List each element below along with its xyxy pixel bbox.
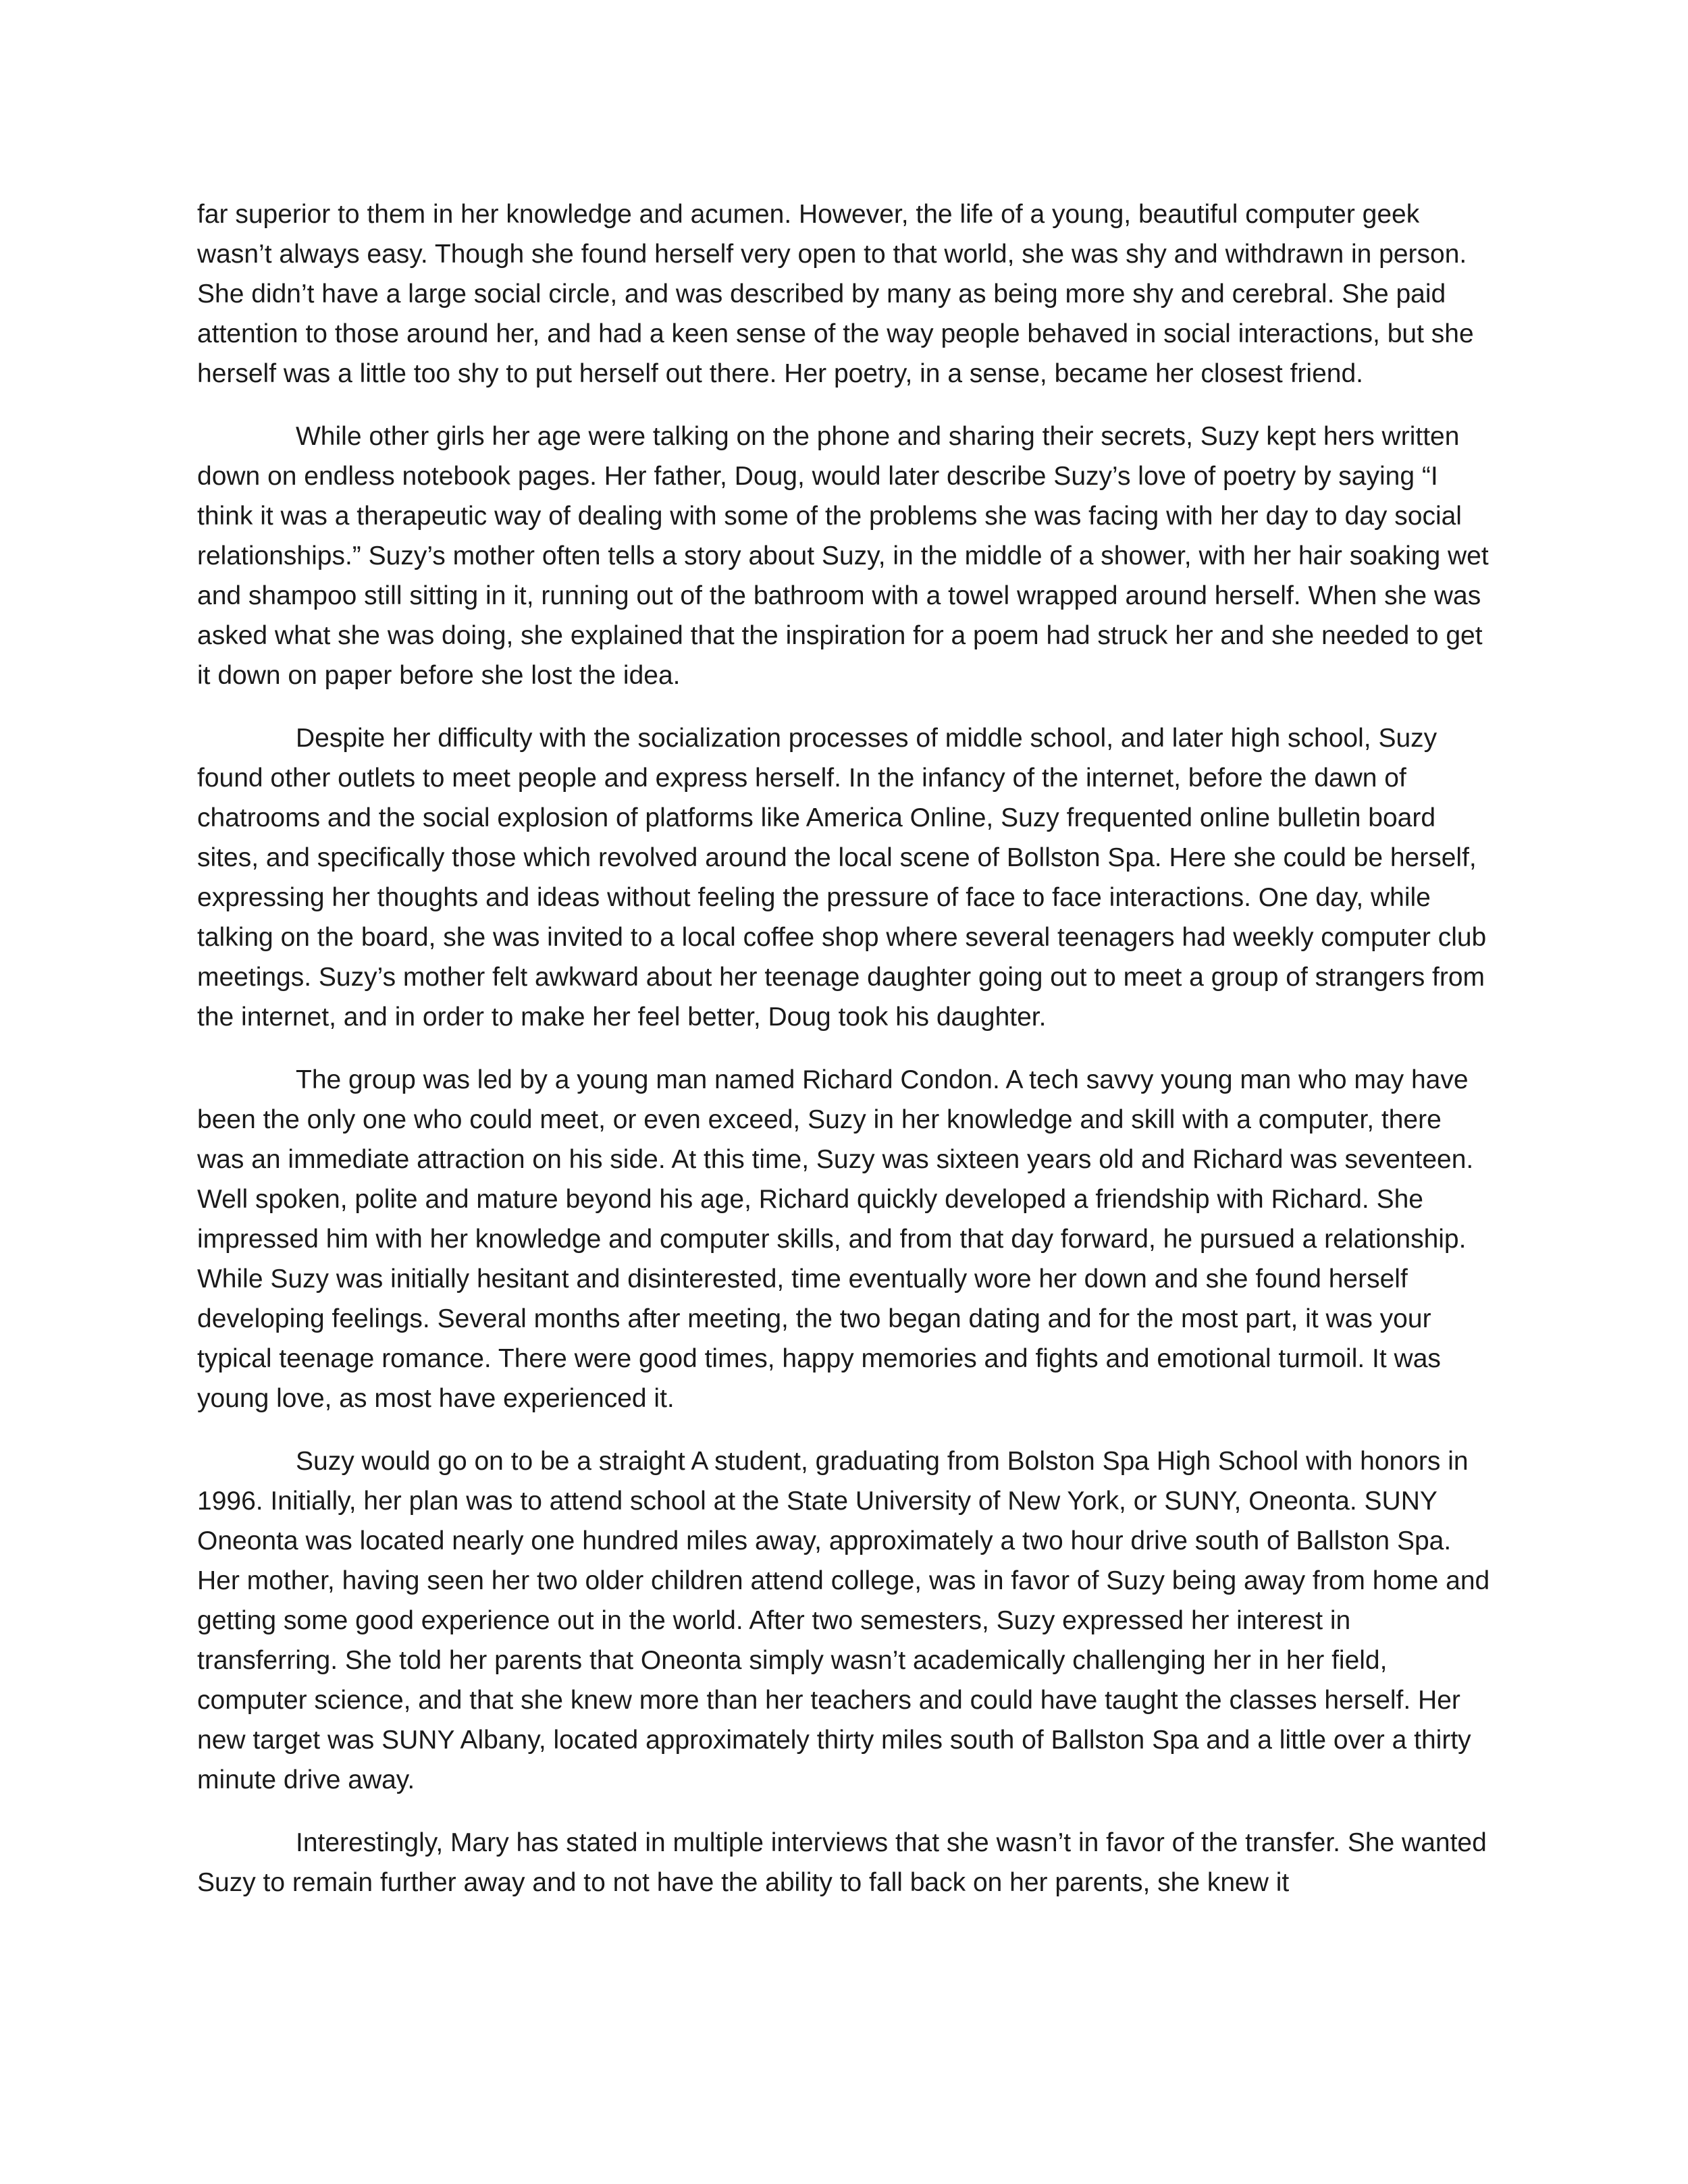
paragraph-4: The group was led by a young man named Richard Condon. A tech savvy young man who may have been the only one who could meet, or even exceed, Suzy in her knowledge and skill with a computer, there was an immediate attraction on his side. At this time, Suzy was sixteen years old and Richard was seventeen. Well spoken, polite and mature beyond his age, Richard quickly developed a friendship with Richard. She impressed him with her knowledge and computer skills, and from that day forward, he pursued a relationship. While Suzy was initially hesitant and disinterested, time eventually wore her down and she found herself developing feelings. Several months after meeting, the two began dating and for the most part, it was your typical teenage romance. There were good times, happy memories and fights and emotional turmoil. It was young love, as most have experienced it. xyxy=(197,1065,1474,1413)
paragraph-3: Despite her difficulty with the socialization processes of middle school, and later high school, Suzy found other outlets to meet people and express herself. In the infancy of the internet, before the dawn of chatrooms and the social explosion of platforms like America Online, Suzy frequented online bulletin board sites, and specifically those which revolved around the local scene of Bollston Spa. Here she could be herself, expressing her thoughts and ideas without feeling the pressure of face to face interactions. One day, while talking on the board, she was invited to a local coffee shop where several teenagers had weekly computer club meetings. Suzy’s mother felt awkward about her teenage daughter going out to meet a group of strangers from the internet, and in order to make her feel better, Doug took his daughter. xyxy=(197,724,1487,1032)
paragraph-2: While other girls her age were talking on the phone and sharing their secrets, Suzy kept hers written down on endless notebook pages. Her father, Doug, would later describe Suzy’s love of poetry by saying “I think it was a therapeutic way of dealing with some of the problems she was facing with her day to day social relationships.” Suzy’s mother often tells a story about Suzy, in the middle of a shower, with her hair soaking wet and shampoo still sitting in it, running out of the bathroom with a towel wrapped around herself. When she was asked what she was doing, she explained that the inspiration for a poem had struck her and she needed to get it down on paper before she lost the idea. xyxy=(197,422,1489,690)
paragraph-6: Interestingly, Mary has stated in multiple interviews that she wasn’t in favor of the transfer. She wanted Suzy to remain further away and to not have the ability to fall back on her parents, she knew it xyxy=(197,1828,1487,1897)
body-text xyxy=(197,194,1494,1902)
paragraph-1: far superior to them in her knowledge and acumen. However, the life of a young, beautiful computer geek wasn’t always easy. Though she found herself very open to that world, she was shy and withdrawn in person. She didn’t have a large social circle, and was described by many as being more shy and cerebral. She paid attention to those around her, and had a keen sense of the way people behaved in social interactions, but she herself was a little too shy to put herself out there. Her poetry, in a sense, became her closest friend. xyxy=(197,200,1474,388)
paragraph-5: Suzy would go on to be a straight A student, graduating from Bolston Spa High School with honors in 1996. Initially, her plan was to attend school at the State University of New York, or SUNY, Oneonta. SUNY Oneonta was located nearly one hundred miles away, approximately a two hour drive south of Ballston Spa. Her mother, having seen her two older children attend college, was in favor of Suzy being away from home and getting some good experience out in the world. After two semesters, Suzy expressed her interest in transferring. She told her parents that Oneonta simply wasn’t academically challenging her in her field, computer science, and that she knew more than her teachers and could have taught the classes herself. Her new target was SUNY Albany, located approximately thirty miles south of Ballston Spa and a little over a thirty minute drive away. xyxy=(197,1447,1490,1794)
